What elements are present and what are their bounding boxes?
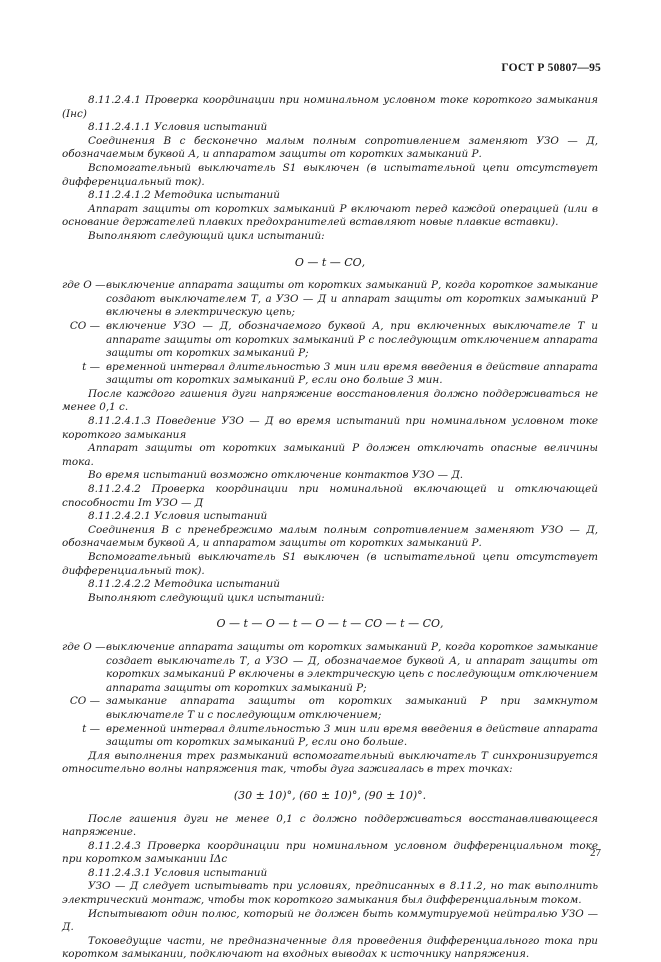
definition-list [62,641,598,750]
definition-text: включение УЗО — Д, обозначаемого буквой А, при включенных выключателе Т и аппарате защиты от коротких замыканий Р с последующим отключением аппарата защиты от коротких замыканий Р; [106,319,598,360]
formula: (30 ± 10)°, (60 ± 10)°, (90 ± 10)°. [233,788,427,802]
definition-text: выключение аппарата защиты от коротких замыканий Р, когда короткое замыкание создают выключателем Т, а УЗО — Д и аппарат защиты от коротких замыканий Р включены в электрическую цепь; [106,279,598,319]
subsection-heading: 8.11.2.4.2.1 Условия испытаний [88,510,268,523]
paragraph: Выполняют следующий цикл испытаний: [88,229,325,242]
definition-symbol: где О — [62,279,106,292]
paragraph: Вспомогательный выключатель S1 выключен (в испытательной цепи отсутствует дифференциальный ток). [62,551,598,577]
paragraph: После каждого гашения дуги напряжение восстановления должно поддерживаться не менее 0,1 с. [62,387,598,414]
section-heading: 8.11.2.4.3 Проверка координации при номинальном условном дифференциальном токе при коротком замыкании IΔс [62,839,598,866]
definition-item [62,279,598,320]
page-number: 27 [590,847,601,859]
paragraph: Во время испытаний возможно отключение контактов УЗО — Д. [88,469,464,482]
paragraph: Испытывают один полюс, который не должен быть коммутируемой нейтралью УЗО — Д. [62,907,598,934]
formula: О — t — СО, [294,255,366,269]
document-header: ГОСТ Р 50807—95 [501,62,601,74]
definition-item [62,361,598,388]
subsection-heading: 8.11.2.4.1.2 Методика испытаний [88,189,280,202]
paragraph: Соединения В с пренебрежимо малым полным сопротивлением заменяют УЗО — Д, обозначаемым буквой А, и аппаратом защиты от коротких замыканий Р. [62,523,598,550]
paragraph: После гашения дуги не менее 0,1 с должно поддерживаться восстанавливающееся напряжение. [62,812,598,839]
definition-item [62,723,598,750]
document-body [62,94,598,962]
definition-text: выключение аппарата защиты от коротких замыканий Р, когда короткое замыкание создает выключатель Т, а УЗО — Д, обозначаемое буквой А, и аппарат защиты от коротких замыканий Р включены в электрическую цепь с последующим отключением аппарата защиты от коротких замыканий Р; [106,640,598,694]
section-heading: 8.11.2.4.1 Проверка координации при номинальном условном токе короткого замыкания (Iнс) [62,94,598,120]
definition-text: замыкание аппарата защиты от коротких замыканий Р при замкнутом выключателе Т и с последующим отключением; [106,695,598,721]
definition-item [62,641,598,695]
definition-item [62,320,598,361]
subsection-heading: 8.11.2.4.3.1 Условия испытаний [88,866,268,879]
paragraph: Для выполнения трех размыканий вспомогательный выключатель Т синхронизируется относительно волны напряжения так, чтобы дуга зажигалась в трех точках: [62,749,598,776]
definition-text: временной интервал длительностью 3 мин или время введения в действие аппарата защиты от коротких замыканий Р, если оно больше 3 мин. [106,360,598,387]
definition-symbol: t — [82,722,100,735]
definition-list [62,279,598,388]
paragraph: Вспомогательный выключатель S1 выключен (в испытательной цепи отсутствует дифференциальный ток). [62,161,598,188]
paragraph: Выполняют следующий цикл испытаний: [88,591,325,604]
definition-item [62,695,598,722]
definition-symbol: СО — [69,695,100,708]
definition-text: временной интервал длительностью 3 мин или время введения в действие аппарата защиты от коротких замыканий Р, если оно больше. [106,722,598,749]
subsection-heading: 8.11.2.4.1.3 Поведение УЗО — Д во время испытаний при номинальном условном токе короткого замыкания [62,415,598,441]
paragraph: Соединения В с бесконечно малым полным сопротивлением заменяют УЗО — Д, обозначаемым буквой А, и аппаратом защиты от коротких замыканий Р. [62,134,598,161]
paragraph: Токоведущие части, не предназначенные для проведения дифференциального тока при коротком замыкании, подключают на входных выводах к источнику напряжения. [62,934,598,961]
definition-symbol: СО — [69,319,100,332]
subsection-heading: 8.11.2.4.2.2 Методика испытаний [88,578,280,591]
subsection-heading: 8.11.2.4.1.1 Условия испытаний [88,121,268,134]
definition-symbol: где О — [62,640,106,653]
paragraph: УЗО — Д следует испытывать при условиях, предписанных в 8.11.2, но так выполнить электрический монтаж, чтобы ток короткого замыкания был дифференциальным током. [62,880,598,907]
definition-symbol: t — [82,360,100,373]
paragraph: Аппарат защиты от коротких замыканий Р должен отключать опасные величины тока. [62,442,598,468]
paragraph: Аппарат защиты от коротких замыканий Р включают перед каждой операцией (или в основание держателей плавких предохранителей вставляют новые плавкие вставки). [62,202,598,229]
formula: О — t — О — t — О — t — СО — t — СО, [216,617,444,631]
section-heading: 8.11.2.4.2 Проверка координации при номинальной включающей и отключающей способности Im УЗО — Д [62,483,598,509]
